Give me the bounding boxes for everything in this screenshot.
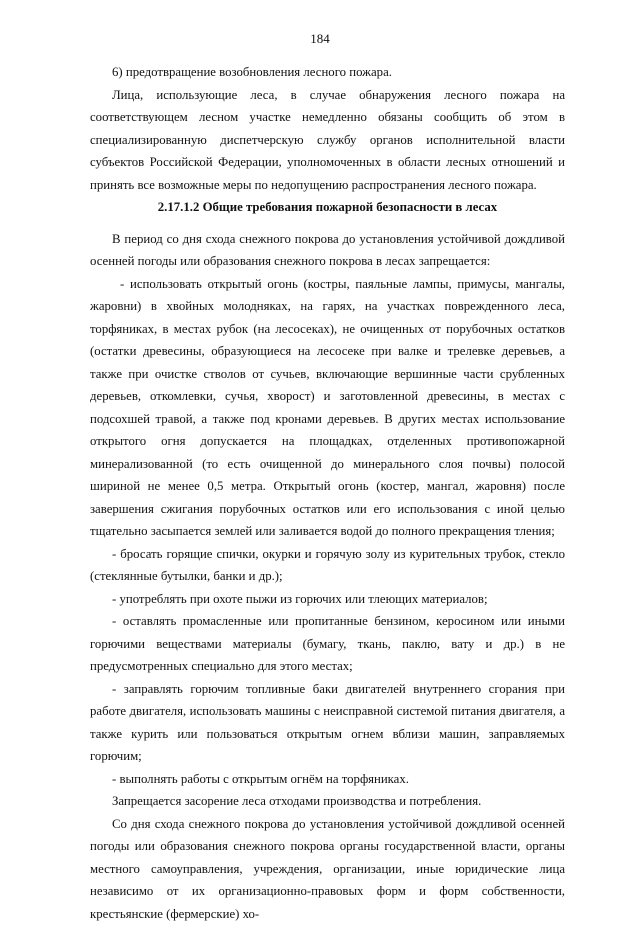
list-item-matches: - бросать горящие спички, окурки и горячую золу из курительных трубок, стекло (стеклянные бутылки, банки и др.); bbox=[90, 543, 565, 588]
list-item-open-fire: - использовать открытый огонь (костры, паяльные лампы, примусы, мангалы, жаровни) в хвойных молодняках, на гарях, на участках поврежденного леса, торфяниках, в местах рубок (на лесосеках), не очищенных от порубочных остатков (остатки древесины, образующиеся на лесосеке при валке и трелевке деревьев, а также при очистке стволов от сучьев, включающие вершинные части срубленных деревьев, откомлевки, сучья, хворост) и заготовленной древесины, в местах с подсохшей травой, а также под кронами деревьев. В других местах использование открытого огня допускается на площадках, отделенных противопожарной минерализованной (то есть очищенной до минерального слоя почвы) полосой шириной не менее 0,5 метра. Открытый огонь (костер, мангал, жаровня) после завершения сжигания порубочных остатков или его использования с иной целью тщательно засыпается землей или заливается водой до полного прекращения тления; bbox=[90, 273, 565, 543]
page-number: 184 bbox=[0, 31, 640, 47]
section-heading: 2.17.1.2 Общие требования пожарной безопасности в лесах bbox=[90, 196, 565, 219]
list-item-hunting-wads: - употреблять при охоте пыжи из горючих или тлеющих материалов; bbox=[90, 588, 565, 611]
list-item-refueling: - заправлять горючим топливные баки двигателей внутреннего сгорания при работе двигателя, использовать машины с неисправной системой питания двигателя, а также курить или пользоваться открытым огнем вблизи машин, заправляемых горючим; bbox=[90, 678, 565, 768]
list-item-peatlands: - выполнять работы с открытым огнём на торфяниках. bbox=[90, 768, 565, 791]
paragraph-authorities: Со дня схода снежного покрова до установления устойчивой дождливой осенней погоды или образования снежного покрова органы государственной власти, органы местного самоуправления, учреждения, организации, иные юридические лица независимо от их организационно-правовых форм и форм собственности, крестьянские (фермерские) хо- bbox=[90, 813, 565, 925]
paragraph-prohibitions-intro: В период со дня схода снежного покрова до установления устойчивой дождливой осенней погоды или образования снежного покрова в лесах запрещается: bbox=[90, 228, 565, 273]
paragraph-prevention: 6) предотвращение возобновления лесного пожара. bbox=[90, 61, 565, 84]
document-body bbox=[90, 61, 565, 925]
list-item-oily-materials: - оставлять промасленные или пропитанные бензином, керосином или иными горючими веществами материалы (бумагу, ткань, паклю, вату и др.) в не предусмотренных специально для этого местах; bbox=[90, 610, 565, 678]
paragraph-forest-users: Лица, использующие леса, в случае обнаружения лесного пожара на соответствующем лесном участке немедленно обязаны сообщить об этом в специализированную диспетчерскую службу органов исполнительной власти субъектов Российской Федерации, уполномоченных в области лесных отношений и принять все возможные меры по недопущению распространения лесного пожара. bbox=[90, 84, 565, 197]
paragraph-littering: Запрещается засорение леса отходами производства и потребления. bbox=[90, 790, 565, 813]
